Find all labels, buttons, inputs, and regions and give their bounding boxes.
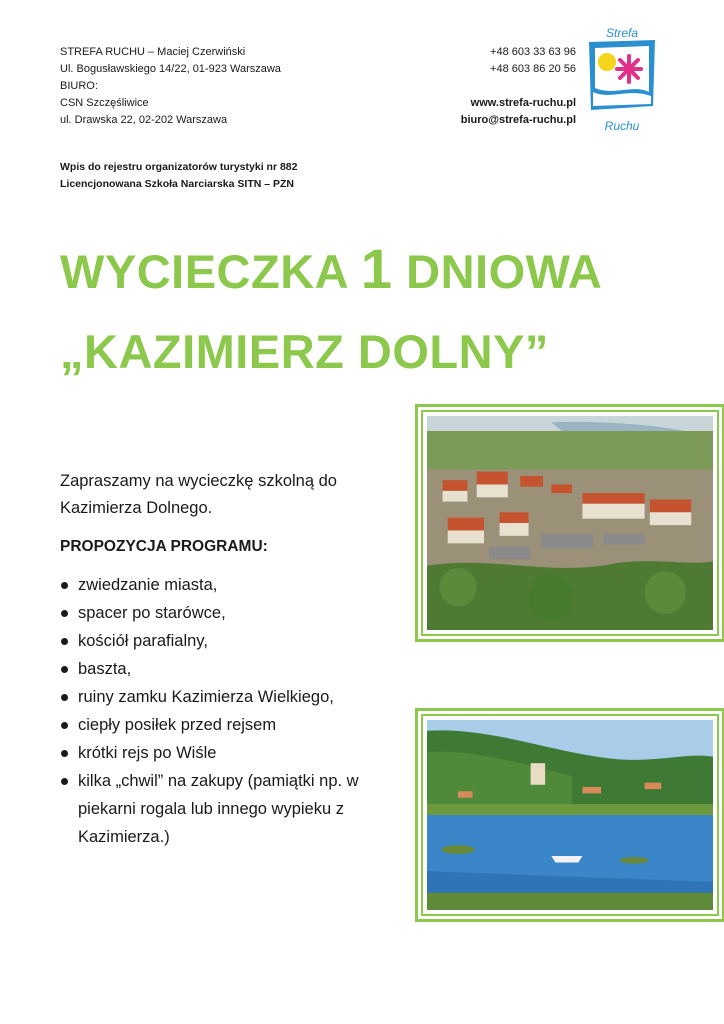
contact-info xyxy=(461,44,576,129)
office-name: CSN Szczęśliwice xyxy=(60,97,149,109)
title-number: 1 xyxy=(360,237,393,300)
list-item: ruiny zamku Kazimierza Wielkiego, xyxy=(60,683,395,711)
bullet-icon xyxy=(61,638,68,645)
page-subtitle: „KAZIMIERZ DOLNY” xyxy=(60,325,549,378)
email-link[interactable]: biuro@strefa-ruchu.pl xyxy=(460,114,576,126)
bullet-icon xyxy=(61,582,68,589)
bullet-icon xyxy=(61,610,68,617)
list-item: kilka „chwil” na zakupy (pamiątki np. w piekarni rogala lub innego wypieku z Kazimierza.) xyxy=(60,767,395,851)
program-list xyxy=(60,571,395,851)
program-heading: PROPOZYCJA PROGRAMU: xyxy=(60,538,268,555)
bullet-icon xyxy=(61,722,68,729)
bullet-icon xyxy=(61,694,68,701)
list-item: baszta, xyxy=(60,655,395,683)
company-name: STREFA RUCHU – Maciej Czerwiński xyxy=(60,46,246,58)
company-info xyxy=(60,44,281,129)
svg-text:Ruchu: Ruchu xyxy=(604,119,640,133)
company-address: Ul. Bogusławskiego 14/22, 01-923 Warszawa xyxy=(60,63,281,75)
page-title xyxy=(60,236,602,301)
vistula-river-photo xyxy=(415,708,724,922)
list-item: zwiedzanie miasta, xyxy=(60,571,395,599)
license-line: Licencjonowana Szkoła Narciarska SITN – PZN xyxy=(60,178,294,190)
svg-text:Strefa: Strefa xyxy=(605,26,639,40)
town-aerial-photo xyxy=(415,404,724,642)
bullet-icon xyxy=(61,778,68,785)
registry-info xyxy=(60,159,297,193)
registry-line: Wpis do rejestru organizatorów turystyki nr 882 xyxy=(60,161,298,173)
office-address: ul. Drawska 22, 02-202 Warszawa xyxy=(60,114,228,126)
phone-2[interactable]: +48 603 86 20 56 xyxy=(490,63,576,75)
phone-1[interactable]: +48 603 33 63 96 xyxy=(490,46,576,58)
list-item: krótki rejs po Wiśle xyxy=(60,739,395,767)
bullet-icon xyxy=(61,666,68,673)
office-label: BIURO: xyxy=(60,80,98,92)
website-link[interactable]: www.strefa-ruchu.pl xyxy=(470,97,576,109)
strefa-ruchu-logo xyxy=(583,26,661,138)
intro-text: Zapraszamy na wycieczkę szkolną do Kazimierza Dolnego. xyxy=(60,472,337,517)
list-item: ciepły posiłek przed rejsem xyxy=(60,711,395,739)
title-word-day: DNIOWA xyxy=(406,245,603,298)
list-item: spacer po starówce, xyxy=(60,599,395,627)
bullet-icon xyxy=(61,750,68,757)
list-item: kościół parafialny, xyxy=(60,627,395,655)
title-word-trip: WYCIECZKA xyxy=(60,245,348,298)
